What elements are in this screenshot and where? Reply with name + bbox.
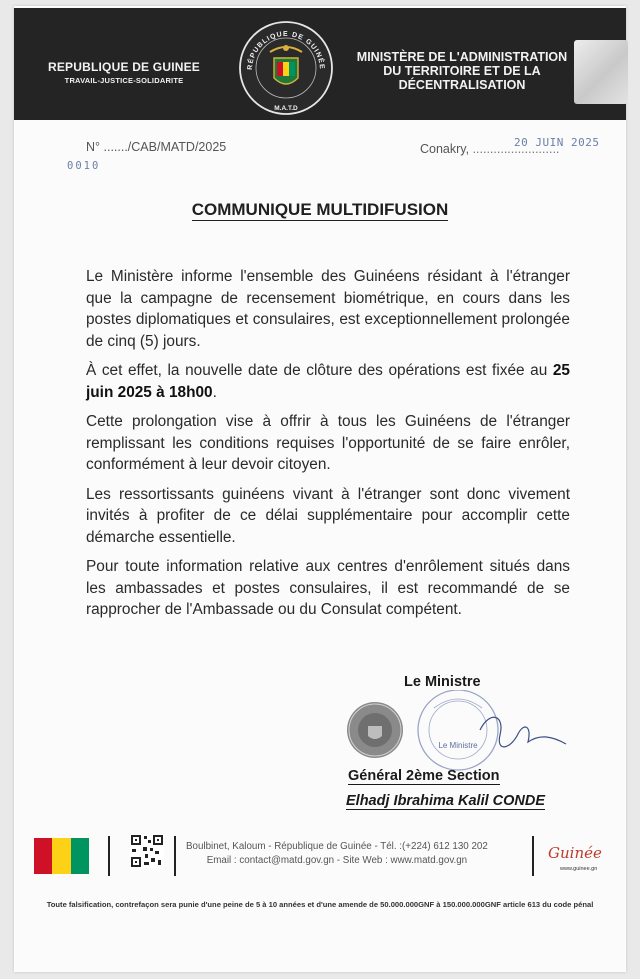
qr-code-icon [130,834,164,868]
signatory-rank [348,768,500,784]
security-hologram [574,40,628,104]
document-title [0,200,640,220]
footer-divider [174,836,176,876]
forgery-disclaimer: Toute falsification, contrefaçon sera punie d'une peine de 5 à 10 années et d'une amende de 50.000.000GNF à 150.000.000GNF article 613 du code pénal [46,900,594,909]
ministry-line-1: MINISTÈRE DE L'ADMINISTRATION [356,50,568,64]
footer-email-web: Email : contact@matd.gov.gn - Site Web : www.matd.gov.gn [206,854,468,866]
signatory-title: Le Ministre [404,674,481,690]
footer-divider [532,836,534,876]
national-motto: TRAVAIL-JUSTICE-SOLIDARITE [64,76,184,85]
closing-date: 25 juin 2025 à 18h00 [86,362,570,401]
official-stamp-icon [418,690,498,770]
paragraph-4: Les ressortissants guinéens vivant à l'étranger sont donc vivement invités à profiter de ce délai supplémentaire pour accomplir cette démarche essentielle. [86,485,570,546]
stamped-date: 20 JUIN 2025 [514,136,600,149]
signatory-name [346,793,545,809]
footer-contact [186,840,488,867]
ministry-line-3: DÉCENTRALISATION [398,78,526,92]
document-title-text: COMMUNIQUE MULTIDIFUSION [191,200,449,219]
stamp-label: Le Ministre [438,741,478,750]
place-dots: ......................... [469,142,560,156]
paragraph-2-end: . [212,383,217,401]
communique-body [86,266,570,629]
reference-number: N° ......./CAB/MATD/2025 [86,140,227,154]
seal-top-text: RÉPUBLIQUE DE GUINÉE [246,30,326,71]
footer-divider [108,836,110,876]
signatory-name-text: Elhadj Ibrahima Kalil CONDE [346,793,546,809]
republic-name: REPUBLIQUE DE GUINEE [47,60,201,74]
signatory-rank-text: Général 2ème Section [348,768,500,784]
handwritten-signature [480,717,566,747]
ministry-name [352,50,572,92]
signature-stamp-area [330,690,570,780]
guinee-brand-url: www.guinee.gn [560,866,598,872]
paragraph-2-start: À cet effet, la nouvelle date de clôture des opérations est fixée au [86,362,553,379]
paragraph-5: Pour toute information relative aux centres d'enrôlement situés dans les ambassades et postes consulaires, il est recommandé de se rapprocher de l'Ambassade ou du Consulat compétent. [86,558,570,618]
paragraph-2 [86,360,570,403]
ministry-seal-icon [236,18,336,118]
republic-block [24,60,224,85]
seal-bottom-text: M.A.T.D [274,105,298,112]
place-name: Conakry, [420,142,470,156]
guinea-flag-icon [34,838,89,874]
stamped-number: 0010 [67,160,101,172]
paragraph-1: Le Ministère informe l'ensemble des Guinéens résidant à l'étranger que la campagne de recensement biométrique, en cours dans les postes diplomatiques et consulaires, est exceptionnellement prolongée de cinq (5) jours. [86,268,570,350]
small-seal-icon [347,702,403,758]
ministry-line-2: DU TERRITOIRE ET DE LA [383,64,541,78]
guinee-brand-logo: Guinée [548,844,602,862]
letterhead [14,8,626,120]
paragraph-3: Cette prolongation vise à offrir à tous les Guinéens de l'étranger remplissant les conditions requises l'opportunité de se faire enrôler, conformément à leur devoir citoyen. [86,413,570,473]
footer-address: Boulbinet, Kaloum - République de Guinée - Tél. :(+224) 612 130 202 [186,841,488,852]
